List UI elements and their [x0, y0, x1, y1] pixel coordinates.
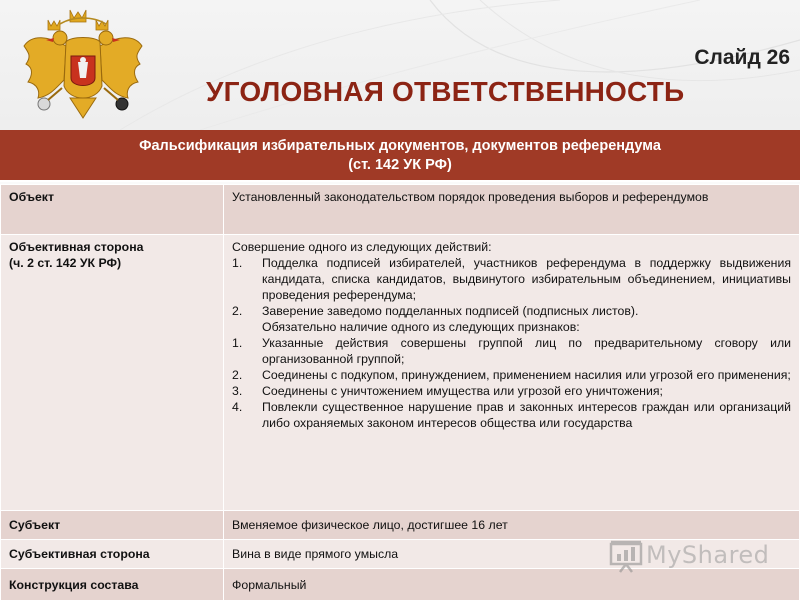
signs-list	[232, 335, 791, 431]
list-item	[232, 383, 791, 399]
list-item	[232, 303, 791, 319]
article-banner	[0, 130, 800, 182]
list-item-number: 3.	[232, 384, 243, 398]
object-value: Установленный законодательством порядок проведения выборов и референдумов	[224, 185, 800, 235]
slide-header	[0, 0, 800, 130]
signs-intro: Обязательно наличие одного из следующих признаков:	[262, 320, 580, 334]
construction-label: Конструкция состава	[1, 569, 224, 600]
list-item-number: 4.	[232, 400, 243, 414]
objective-side-label-title: Объективная сторона	[9, 240, 144, 254]
banner-title: Фальсификация избирательных документов, документов референдума	[139, 138, 661, 154]
list-item	[232, 367, 791, 383]
list-item-text: Указанные действия совершены группой лиц по предварительному сговору или организованной группой;	[262, 336, 791, 366]
presentation-board-icon	[608, 538, 644, 574]
list-item	[232, 399, 791, 431]
subject-value: Вменяемое физическое лицо, достигшее 16 лет	[224, 511, 800, 540]
object-label: Объект	[1, 185, 224, 235]
watermark-text: MyShared	[646, 541, 770, 569]
coat-of-arms-icon	[18, 6, 148, 126]
objective-side-label	[1, 235, 224, 511]
list-item-text: Заверение заведомо подделанных подписей (подписных листов).	[262, 304, 639, 318]
actions-intro: Совершение одного из следующих действий:	[232, 240, 492, 254]
table-row-object	[1, 185, 800, 235]
actions-list	[232, 255, 791, 319]
list-item-text: Повлекли существенное нарушение прав и законных интересов граждан или организаций либо охраняемых законом интересов общества или государства	[262, 400, 791, 430]
objective-side-label-article: (ч. 2 ст. 142 УК РФ)	[9, 256, 122, 270]
list-item-text: Соединены с уничтожением имущества или угрозой его уничтожения;	[262, 384, 663, 398]
subjective-side-value: Вина в виде прямого умысла	[224, 540, 800, 569]
list-item-text: Подделка подписей избирателей, участников референдума в поддержку выдвижения кандидата, списка кандидатов, выдвинутого избирательным объединением, инициативы проведения референдума;	[262, 256, 791, 302]
objective-side-value	[224, 235, 800, 511]
construction-value: Формальный	[224, 569, 800, 600]
subjective-side-label: Субъективная сторона	[1, 540, 224, 569]
list-item-number: 1.	[232, 256, 243, 270]
list-item	[232, 335, 791, 367]
subject-label: Субъект	[1, 511, 224, 540]
list-item-number: 1.	[232, 336, 243, 350]
list-item-number: 2.	[232, 368, 243, 382]
slide-title: УГОЛОВНАЯ ОТВЕТСТВЕННОСТЬ	[206, 76, 685, 107]
list-item-number: 2.	[232, 304, 243, 318]
banner-article: (ст. 142 УК РФ)	[348, 157, 452, 173]
watermark	[606, 536, 770, 576]
slide-number: Слайд 26	[694, 46, 790, 69]
table-row-objective-side	[1, 235, 800, 511]
list-item	[232, 255, 791, 303]
list-item-text: Соединены с подкупом, принуждением, применением насилия или угрозой его применения;	[262, 368, 791, 382]
